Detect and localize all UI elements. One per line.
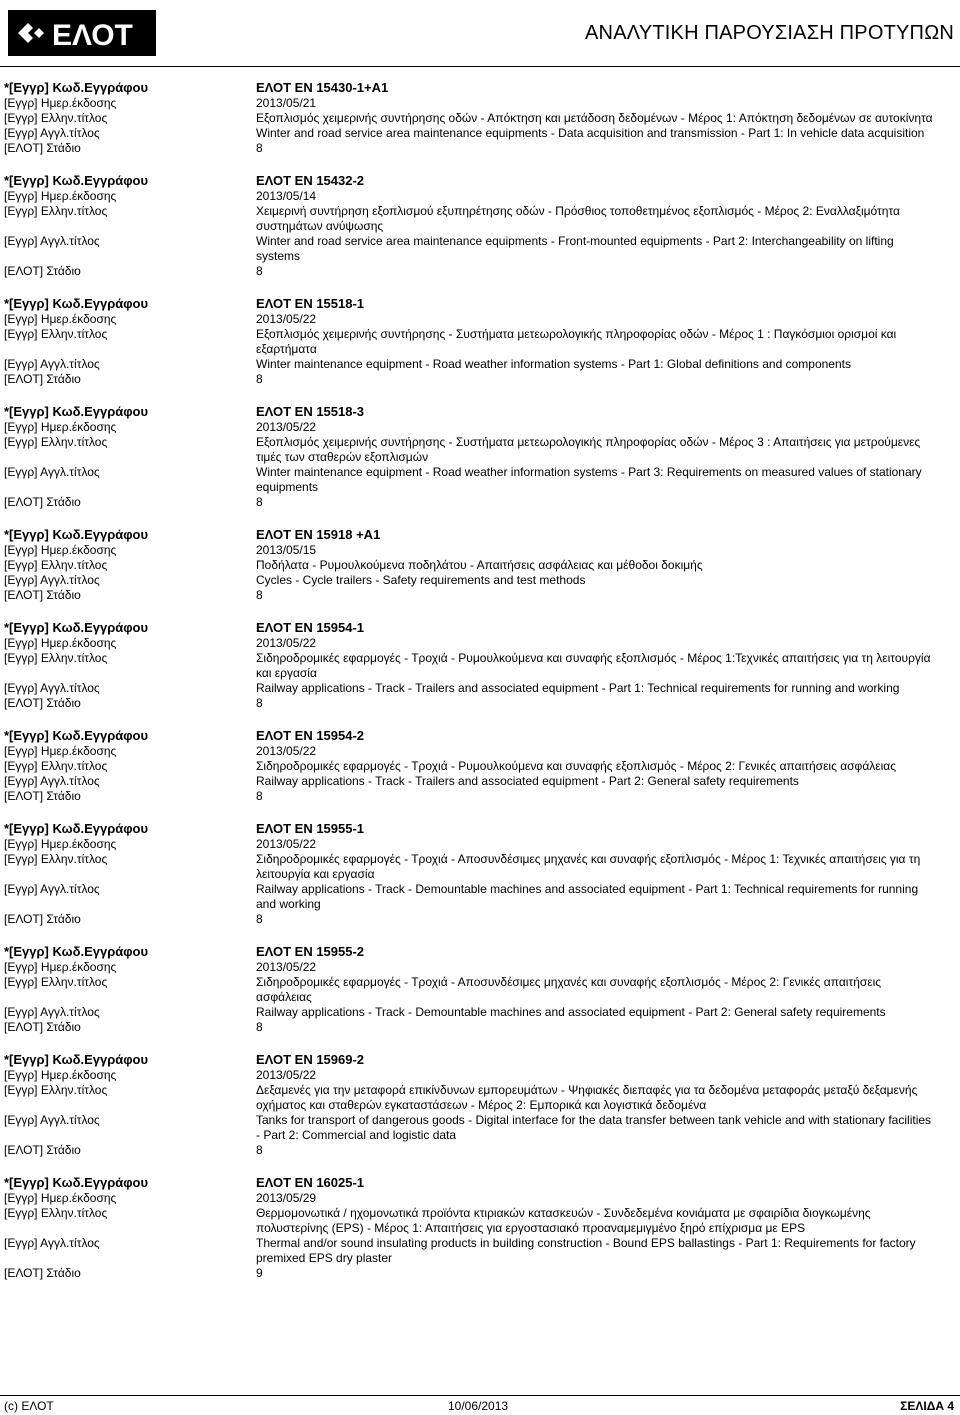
greek-title-label: [Εγγρ] Ελλην.τίτλος bbox=[4, 558, 108, 572]
issue-date-row bbox=[4, 420, 956, 435]
greek-title-label: [Εγγρ] Ελλην.τίτλος bbox=[4, 1083, 108, 1097]
document-code-row bbox=[4, 727, 956, 744]
greek-title-row bbox=[4, 204, 956, 234]
english-title-label: [Εγγρ] Αγγλ.τίτλος bbox=[4, 573, 100, 587]
document-code-label: *[Εγγρ] Κωδ.Εγγράφου bbox=[4, 296, 149, 311]
issue-date-value: 2013/05/22 bbox=[256, 636, 317, 650]
elot-stage-label: [ΕΛΟΤ] Στάδιο bbox=[4, 141, 81, 155]
english-title-value: Winter maintenance equipment - Road weather information systems - Part 3: Requirements on measured values of stationary equipments bbox=[256, 465, 922, 494]
english-title-row bbox=[4, 465, 956, 495]
standard-record bbox=[4, 295, 956, 387]
footer-date: 10/06/2013 bbox=[448, 1399, 509, 1413]
header-divider bbox=[0, 66, 960, 67]
page-header bbox=[0, 0, 960, 70]
document-code-value: ΕΛΟΤ EN 15955-2 bbox=[256, 944, 365, 959]
document-code-label: *[Εγγρ] Κωδ.Εγγράφου bbox=[4, 944, 149, 959]
elot-logo bbox=[8, 10, 156, 56]
greek-title-label: [Εγγρ] Ελλην.τίτλος bbox=[4, 759, 108, 773]
english-title-row bbox=[4, 234, 956, 264]
issue-date-value: 2013/05/22 bbox=[256, 960, 317, 974]
document-code-row bbox=[4, 403, 956, 420]
english-title-value: Cycles - Cycle trailers - Safety requirements and test methods bbox=[256, 573, 586, 587]
document-code-row bbox=[4, 820, 956, 837]
greek-title-value: Εξοπλισμός χειμερινής συντήρησης - Συστήματα μετεωρολογικής πληροφορίας οδών - Μέρος 1 : Παγκόσμιοι ορισμοί και εξαρτήματα bbox=[256, 327, 897, 356]
issue-date-value: 2013/05/22 bbox=[256, 312, 317, 326]
document-code-value: ΕΛΟΤ EN 15969-2 bbox=[256, 1052, 365, 1067]
english-title-label: [Εγγρ] Αγγλ.τίτλος bbox=[4, 882, 100, 896]
document-code-label: *[Εγγρ] Κωδ.Εγγράφου bbox=[4, 173, 149, 188]
elot-stage-label: [ΕΛΟΤ] Στάδιο bbox=[4, 1266, 81, 1280]
greek-title-value: Σιδηροδρομικές εφαρμογές - Τροχιά - Αποσυνδέσιμες μηχανές και συναφής εξοπλισμός - Μέρος 2: Γενικές απαιτήσεις ασφάλειας bbox=[256, 975, 882, 1004]
document-code-value: ΕΛΟΤ EN 16025-1 bbox=[256, 1175, 365, 1190]
greek-title-label: [Εγγρ] Ελλην.τίτλος bbox=[4, 975, 108, 989]
document-code-value: ΕΛΟΤ EN 15918 +A1 bbox=[256, 527, 381, 542]
standard-record bbox=[4, 1051, 956, 1158]
elot-stage-value: 8 bbox=[256, 141, 263, 155]
document-code-value: ΕΛΟΤ EN 15954-1 bbox=[256, 620, 365, 635]
document-code-row bbox=[4, 172, 956, 189]
greek-title-value: Εξοπλισμός χειμερινής συντήρησης - Συστήματα μετεωρολογικής πληροφορίας οδών - Μέρος 3 : Απαιτήσεις για μετρούμενες τιμές των σταθερών εξοπλισμών bbox=[256, 435, 921, 464]
greek-title-label: [Εγγρ] Ελλην.τίτλος bbox=[4, 111, 108, 125]
greek-title-value: Θερμομονωτικά / ηχομονωτικά προϊόντα κτιριακών κατασκευών - Συνδεδεμένα κονιάματα με σφαιρίδια διογκωμένης πολυστερίνης (EPS) - Μέρος 1: Απαιτήσεις για εργοστασιακό προαναμεμιγμένο ξηρό επίχρισμα με EPS bbox=[256, 1206, 871, 1235]
records-list bbox=[4, 79, 956, 1297]
document-code-row bbox=[4, 619, 956, 636]
issue-date-label: [Εγγρ] Ημερ.έκδοσης bbox=[4, 1191, 117, 1205]
greek-title-value: Δεξαμενές για την μεταφορά επικίνδυνων εμπορευμάτων - Ψηφιακές διεπαφές για τα δεδομένα μεταφοράς μεταξύ δεξαμενής οχήματος και σταθερών εγκαταστάσεων - Μέρος 2: Εμπορικά και λογιστικά δεδομένα bbox=[256, 1083, 918, 1112]
elot-stage-row bbox=[4, 495, 956, 510]
elot-stage-value: 8 bbox=[256, 912, 263, 926]
elot-stage-row bbox=[4, 372, 956, 387]
english-title-row bbox=[4, 357, 956, 372]
issue-date-row bbox=[4, 636, 956, 651]
issue-date-value: 2013/05/29 bbox=[256, 1191, 317, 1205]
english-title-row bbox=[4, 573, 956, 588]
english-title-row bbox=[4, 1236, 956, 1266]
english-title-value: Railway applications - Track - Trailers and associated equipment - Part 1: Technical requirements for running and working bbox=[256, 681, 900, 695]
document-code-value: ΕΛΟΤ EN 15430-1+A1 bbox=[256, 80, 389, 95]
elot-stage-label: [ΕΛΟΤ] Στάδιο bbox=[4, 372, 81, 386]
elot-stage-value: 8 bbox=[256, 372, 263, 386]
document-code-value: ΕΛΟΤ EN 15954-2 bbox=[256, 728, 365, 743]
elot-stage-label: [ΕΛΟΤ] Στάδιο bbox=[4, 1143, 81, 1157]
issue-date-value: 2013/05/22 bbox=[256, 420, 317, 434]
elot-stage-value: 8 bbox=[256, 1143, 263, 1157]
greek-title-label: [Εγγρ] Ελλην.τίτλος bbox=[4, 1206, 108, 1220]
english-title-row bbox=[4, 126, 956, 141]
document-code-row bbox=[4, 295, 956, 312]
greek-title-row bbox=[4, 558, 956, 573]
greek-title-value: Εξοπλισμός χειμερινής συντήρησης οδών - Απόκτηση και μετάδοση δεδομένων - Μέρος 1: Απόκτηση δεδομένων σε αυτοκίνητα bbox=[256, 111, 933, 125]
issue-date-label: [Εγγρ] Ημερ.έκδοσης bbox=[4, 96, 117, 110]
english-title-row bbox=[4, 774, 956, 789]
document-code-value: ΕΛΟΤ EN 15432-2 bbox=[256, 173, 365, 188]
standard-record bbox=[4, 172, 956, 279]
elot-stage-label: [ΕΛΟΤ] Στάδιο bbox=[4, 495, 81, 509]
greek-title-label: [Εγγρ] Ελλην.τίτλος bbox=[4, 852, 108, 866]
document-code-label: *[Εγγρ] Κωδ.Εγγράφου bbox=[4, 527, 149, 542]
issue-date-value: 2013/05/22 bbox=[256, 1068, 317, 1082]
issue-date-value: 2013/05/22 bbox=[256, 744, 317, 758]
greek-title-value: Σιδηροδρομικές εφαρμογές - Τροχιά - Ρυμουλκούμενα και συναφής εξοπλισμός - Μέρος 2: Γενικές απαιτήσεις ασφάλειας bbox=[256, 759, 897, 773]
issue-date-label: [Εγγρ] Ημερ.έκδοσης bbox=[4, 420, 117, 434]
issue-date-value: 2013/05/22 bbox=[256, 837, 317, 851]
elot-stage-label: [ΕΛΟΤ] Στάδιο bbox=[4, 264, 81, 278]
elot-stage-row bbox=[4, 696, 956, 711]
english-title-value: Railway applications - Track - Demountable machines and associated equipment - Part 2: General safety requirements bbox=[256, 1005, 886, 1019]
document-code-row bbox=[4, 943, 956, 960]
elot-stage-value: 8 bbox=[256, 588, 263, 602]
english-title-label: [Εγγρ] Αγγλ.τίτλος bbox=[4, 774, 100, 788]
issue-date-row bbox=[4, 189, 956, 204]
greek-title-row bbox=[4, 852, 956, 882]
svg-text:ΕΛΟΤ: ΕΛΟΤ bbox=[52, 19, 133, 52]
english-title-label: [Εγγρ] Αγγλ.τίτλος bbox=[4, 465, 100, 479]
document-code-label: *[Εγγρ] Κωδ.Εγγράφου bbox=[4, 80, 149, 95]
document-code-row bbox=[4, 1051, 956, 1068]
footer-divider bbox=[0, 1395, 960, 1396]
english-title-value: Tanks for transport of dangerous goods - Digital interface for the data transfer between tank vehicle and with stationary facilities - Part 2: Commercial and logistic data bbox=[256, 1113, 932, 1142]
greek-title-label: [Εγγρ] Ελλην.τίτλος bbox=[4, 435, 108, 449]
greek-title-row bbox=[4, 327, 956, 357]
standard-record bbox=[4, 526, 956, 603]
elot-stage-row bbox=[4, 912, 956, 927]
elot-stage-value: 8 bbox=[256, 696, 263, 710]
english-title-value: Winter and road service area maintenance equipments - Front-mounted equipments - Part 2: Interchangeability on lifting systems bbox=[256, 234, 894, 263]
issue-date-label: [Εγγρ] Ημερ.έκδοσης bbox=[4, 189, 117, 203]
greek-title-row bbox=[4, 435, 956, 465]
english-title-row bbox=[4, 681, 956, 696]
document-code-label: *[Εγγρ] Κωδ.Εγγράφου bbox=[4, 728, 149, 743]
elot-stage-value: 9 bbox=[256, 1266, 263, 1280]
elot-stage-label: [ΕΛΟΤ] Στάδιο bbox=[4, 912, 81, 926]
greek-title-label: [Εγγρ] Ελλην.τίτλος bbox=[4, 204, 108, 218]
document-code-label: *[Εγγρ] Κωδ.Εγγράφου bbox=[4, 404, 149, 419]
elot-stage-value: 8 bbox=[256, 495, 263, 509]
issue-date-value: 2013/05/14 bbox=[256, 189, 317, 203]
elot-stage-value: 8 bbox=[256, 789, 263, 803]
elot-stage-label: [ΕΛΟΤ] Στάδιο bbox=[4, 588, 81, 602]
english-title-label: [Εγγρ] Αγγλ.τίτλος bbox=[4, 1113, 100, 1127]
document-code-value: ΕΛΟΤ EN 15518-1 bbox=[256, 296, 365, 311]
issue-date-row bbox=[4, 543, 956, 558]
greek-title-row bbox=[4, 651, 956, 681]
elot-stage-row bbox=[4, 264, 956, 279]
english-title-value: Railway applications - Track - Demountable machines and associated equipment - Part 1: Technical requirements for running and working bbox=[256, 882, 919, 911]
elot-stage-row bbox=[4, 1143, 956, 1158]
document-code-row bbox=[4, 526, 956, 543]
standard-record bbox=[4, 79, 956, 156]
elot-stage-row bbox=[4, 1266, 956, 1281]
issue-date-row bbox=[4, 744, 956, 759]
document-code-label: *[Εγγρ] Κωδ.Εγγράφου bbox=[4, 1175, 149, 1190]
english-title-row bbox=[4, 882, 956, 912]
issue-date-value: 2013/05/21 bbox=[256, 96, 317, 110]
document-code-row bbox=[4, 1174, 956, 1191]
issue-date-row bbox=[4, 837, 956, 852]
english-title-row bbox=[4, 1005, 956, 1020]
document-code-value: ΕΛΟΤ EN 15955-1 bbox=[256, 821, 365, 836]
elot-stage-row bbox=[4, 588, 956, 603]
issue-date-row bbox=[4, 1191, 956, 1206]
document-code-label: *[Εγγρ] Κωδ.Εγγράφου bbox=[4, 620, 149, 635]
standard-record bbox=[4, 820, 956, 927]
elot-stage-value: 8 bbox=[256, 264, 263, 278]
document-code-row bbox=[4, 79, 956, 96]
greek-title-row bbox=[4, 111, 956, 126]
greek-title-value: Ποδήλατα - Ρυμουλκούμενα ποδηλάτου - Απαιτήσεις ασφάλειας και μέθοδοι δοκιμής bbox=[256, 558, 703, 572]
issue-date-value: 2013/05/15 bbox=[256, 543, 317, 557]
document-title: ΑΝΑΛΥΤΙΚΗ ΠΑΡΟΥΣΙΑΣΗ ΠΡΟΤΥΠΩΝ bbox=[585, 22, 954, 44]
standard-record bbox=[4, 727, 956, 804]
issue-date-label: [Εγγρ] Ημερ.έκδοσης bbox=[4, 543, 117, 557]
standard-record bbox=[4, 619, 956, 711]
english-title-value: Winter and road service area maintenance equipments - Data acquisition and transmission - Part 1: In vehicle data acquisition bbox=[256, 126, 925, 140]
issue-date-row bbox=[4, 312, 956, 327]
greek-title-label: [Εγγρ] Ελλην.τίτλος bbox=[4, 651, 108, 665]
copyright-text: (c) ΕΛΟΤ bbox=[4, 1399, 54, 1413]
document-code-label: *[Εγγρ] Κωδ.Εγγράφου bbox=[4, 821, 149, 836]
standard-record bbox=[4, 1174, 956, 1281]
issue-date-row bbox=[4, 1068, 956, 1083]
greek-title-label: [Εγγρ] Ελλην.τίτλος bbox=[4, 327, 108, 341]
elot-stage-value: 8 bbox=[256, 1020, 263, 1034]
greek-title-row bbox=[4, 1206, 956, 1236]
issue-date-label: [Εγγρ] Ημερ.έκδοσης bbox=[4, 636, 117, 650]
standard-record bbox=[4, 943, 956, 1035]
issue-date-label: [Εγγρ] Ημερ.έκδοσης bbox=[4, 312, 117, 326]
english-title-label: [Εγγρ] Αγγλ.τίτλος bbox=[4, 126, 100, 140]
elot-stage-row bbox=[4, 1020, 956, 1035]
english-title-value: Winter maintenance equipment - Road weather information systems - Part 1: Global definitions and components bbox=[256, 357, 851, 371]
elot-stage-row bbox=[4, 789, 956, 804]
issue-date-label: [Εγγρ] Ημερ.έκδοσης bbox=[4, 1068, 117, 1082]
greek-title-value: Σιδηροδρομικές εφαρμογές - Τροχιά - Ρυμουλκούμενα και συναφής εξοπλισμός - Μέρος 1:Τεχνικές απαιτήσεις για τη λειτουργία και εργασία bbox=[256, 651, 931, 680]
english-title-value: Railway applications - Track - Trailers and associated equipment - Part 2: General safety requirements bbox=[256, 774, 799, 788]
greek-title-value: Χειμερινή συντήρηση εξοπλισμού εξυπηρέτησης οδών - Πρόσθιος τοποθετημένος εξοπλισμός - Μέρος 2: Εναλλαξιμότητα συστημάτων ανύψωσης bbox=[256, 204, 900, 233]
document-code-value: ΕΛΟΤ EN 15518-3 bbox=[256, 404, 365, 419]
page-number: ΣΕΛΙΔΑ 4 bbox=[900, 1399, 954, 1413]
greek-title-row bbox=[4, 975, 956, 1005]
greek-title-value: Σιδηροδρομικές εφαρμογές - Τροχιά - Αποσυνδέσιμες μηχανές και συναφής εξοπλισμός - Μέρος 1: Τεχνικές απαιτήσεις για τη λειτουργία και εργασία bbox=[256, 852, 921, 881]
issue-date-label: [Εγγρ] Ημερ.έκδοσης bbox=[4, 837, 117, 851]
elot-stage-label: [ΕΛΟΤ] Στάδιο bbox=[4, 1020, 81, 1034]
elot-stage-row bbox=[4, 141, 956, 156]
issue-date-label: [Εγγρ] Ημερ.έκδοσης bbox=[4, 744, 117, 758]
document-code-label: *[Εγγρ] Κωδ.Εγγράφου bbox=[4, 1052, 149, 1067]
elot-stage-label: [ΕΛΟΤ] Στάδιο bbox=[4, 696, 81, 710]
elot-stage-label: [ΕΛΟΤ] Στάδιο bbox=[4, 789, 81, 803]
issue-date-row bbox=[4, 960, 956, 975]
greek-title-row bbox=[4, 759, 956, 774]
english-title-label: [Εγγρ] Αγγλ.τίτλος bbox=[4, 1236, 100, 1250]
greek-title-row bbox=[4, 1083, 956, 1113]
english-title-value: Thermal and/or sound insulating products in building construction - Bound EPS ballastings - Part 1: Requirements for factory premixed EPS dry plaster bbox=[256, 1236, 916, 1265]
english-title-label: [Εγγρ] Αγγλ.τίτλος bbox=[4, 681, 100, 695]
standard-record bbox=[4, 403, 956, 510]
english-title-label: [Εγγρ] Αγγλ.τίτλος bbox=[4, 357, 100, 371]
english-title-label: [Εγγρ] Αγγλ.τίτλος bbox=[4, 234, 100, 248]
issue-date-row bbox=[4, 96, 956, 111]
english-title-row bbox=[4, 1113, 956, 1143]
english-title-label: [Εγγρ] Αγγλ.τίτλος bbox=[4, 1005, 100, 1019]
issue-date-label: [Εγγρ] Ημερ.έκδοσης bbox=[4, 960, 117, 974]
